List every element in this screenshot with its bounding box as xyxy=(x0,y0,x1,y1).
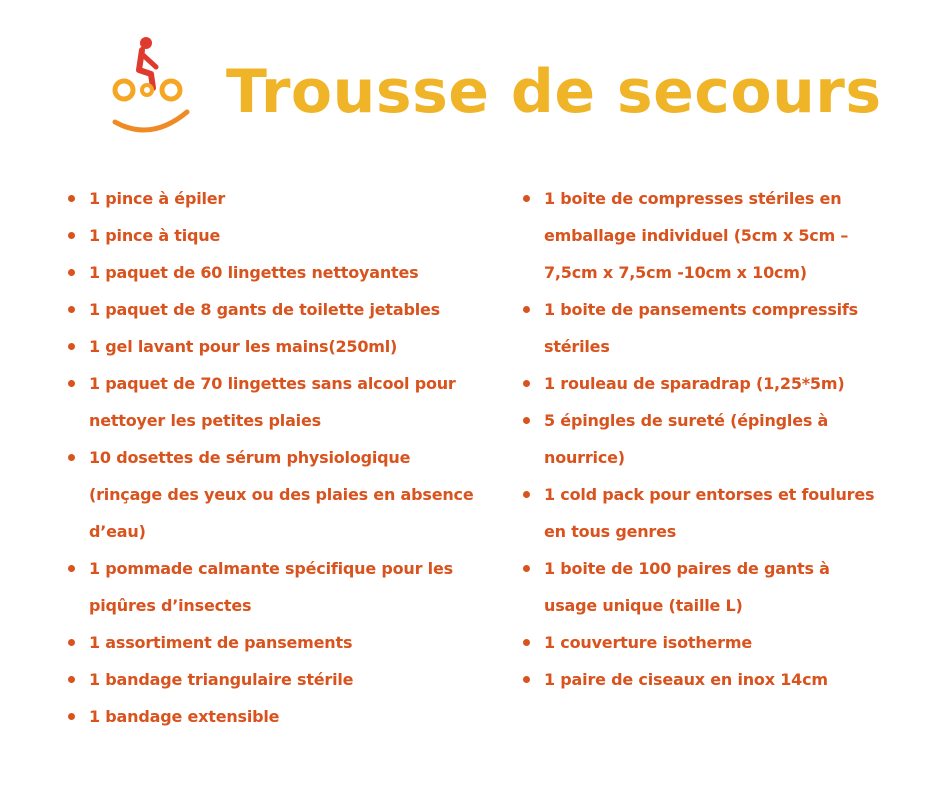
list-item-text: 1 couverture isotherme xyxy=(544,633,752,652)
list-item xyxy=(66,550,476,624)
list-item xyxy=(521,624,881,661)
bullet-icon xyxy=(523,380,530,387)
bullet-icon xyxy=(68,713,75,720)
list-item-text: 1 boite de pansements compressifs stériles xyxy=(544,300,859,356)
bullet-icon xyxy=(523,195,530,202)
bullet-icon xyxy=(523,417,530,424)
list-item-text: 1 paquet de 60 lingettes nettoyantes xyxy=(89,263,419,282)
list-item xyxy=(66,180,476,217)
bullet-icon xyxy=(68,639,75,646)
cyclist-smile-logo-icon xyxy=(106,30,196,142)
list-item-text: 1 paquet de 70 lingettes sans alcool pour nettoyer les petites plaies xyxy=(89,374,456,430)
list-item xyxy=(521,550,881,624)
list-item-text: 1 rouleau de sparadrap (1,25*5m) xyxy=(544,374,845,393)
list-item-text: 1 bandage extensible xyxy=(89,707,280,726)
list-item xyxy=(521,402,881,476)
bullet-icon xyxy=(68,306,75,313)
supply-list-right xyxy=(521,180,881,698)
bullet-icon xyxy=(523,306,530,313)
bullet-icon xyxy=(68,565,75,572)
bullet-icon xyxy=(68,454,75,461)
bullet-icon xyxy=(68,343,75,350)
supply-list-left xyxy=(66,180,476,735)
list-item-text: 1 cold pack pour entorses et foulures en tous genres xyxy=(544,485,875,541)
bullet-icon xyxy=(68,380,75,387)
list-item xyxy=(66,217,476,254)
list-item xyxy=(521,291,881,365)
list-item xyxy=(66,698,476,735)
list-item xyxy=(521,476,881,550)
list-item xyxy=(66,439,476,550)
list-item-text: 1 boite de 100 paires de gants à usage unique (taille L) xyxy=(544,559,830,615)
bullet-icon xyxy=(68,676,75,683)
list-item xyxy=(66,624,476,661)
bullet-icon xyxy=(68,195,75,202)
list-item-text: 1 pommade calmante spécifique pour les piqûres d’insectes xyxy=(89,559,453,615)
bullet-icon xyxy=(68,269,75,276)
list-item-text: 1 boite de compresses stériles en emballage individuel (5cm x 5cm – 7,5cm x 7,5cm -10cm x 10cm) xyxy=(544,189,849,282)
list-item xyxy=(66,254,476,291)
list-item-text: 1 pince à épiler xyxy=(89,189,226,208)
list-item-text: 1 gel lavant pour les mains(250ml) xyxy=(89,337,398,356)
list-item xyxy=(66,365,476,439)
list-item-text: 1 paire de ciseaux en inox 14cm xyxy=(544,670,828,689)
list-item-text: 1 bandage triangulaire stérile xyxy=(89,670,354,689)
list-item xyxy=(521,180,881,291)
bullet-icon xyxy=(68,232,75,239)
bullet-icon xyxy=(523,565,530,572)
bullet-icon xyxy=(523,676,530,683)
list-item-text: 1 pince à tique xyxy=(89,226,221,245)
list-item-text: 10 dosettes de sérum physiologique (rinçage des yeux ou des plaies en absence d’eau) xyxy=(89,448,474,541)
list-item xyxy=(521,365,881,402)
list-item-text: 1 assortiment de pansements xyxy=(89,633,353,652)
list-item-text: 1 paquet de 8 gants de toilette jetables xyxy=(89,300,440,319)
bullet-icon xyxy=(523,491,530,498)
list-item-text: 5 épingles de sureté (épingles à nourrice) xyxy=(544,411,829,467)
list-item xyxy=(66,328,476,365)
list-item xyxy=(66,661,476,698)
list-item xyxy=(66,291,476,328)
list-item xyxy=(521,661,881,698)
page-title: Trousse de secours xyxy=(226,57,882,127)
bullet-icon xyxy=(523,639,530,646)
